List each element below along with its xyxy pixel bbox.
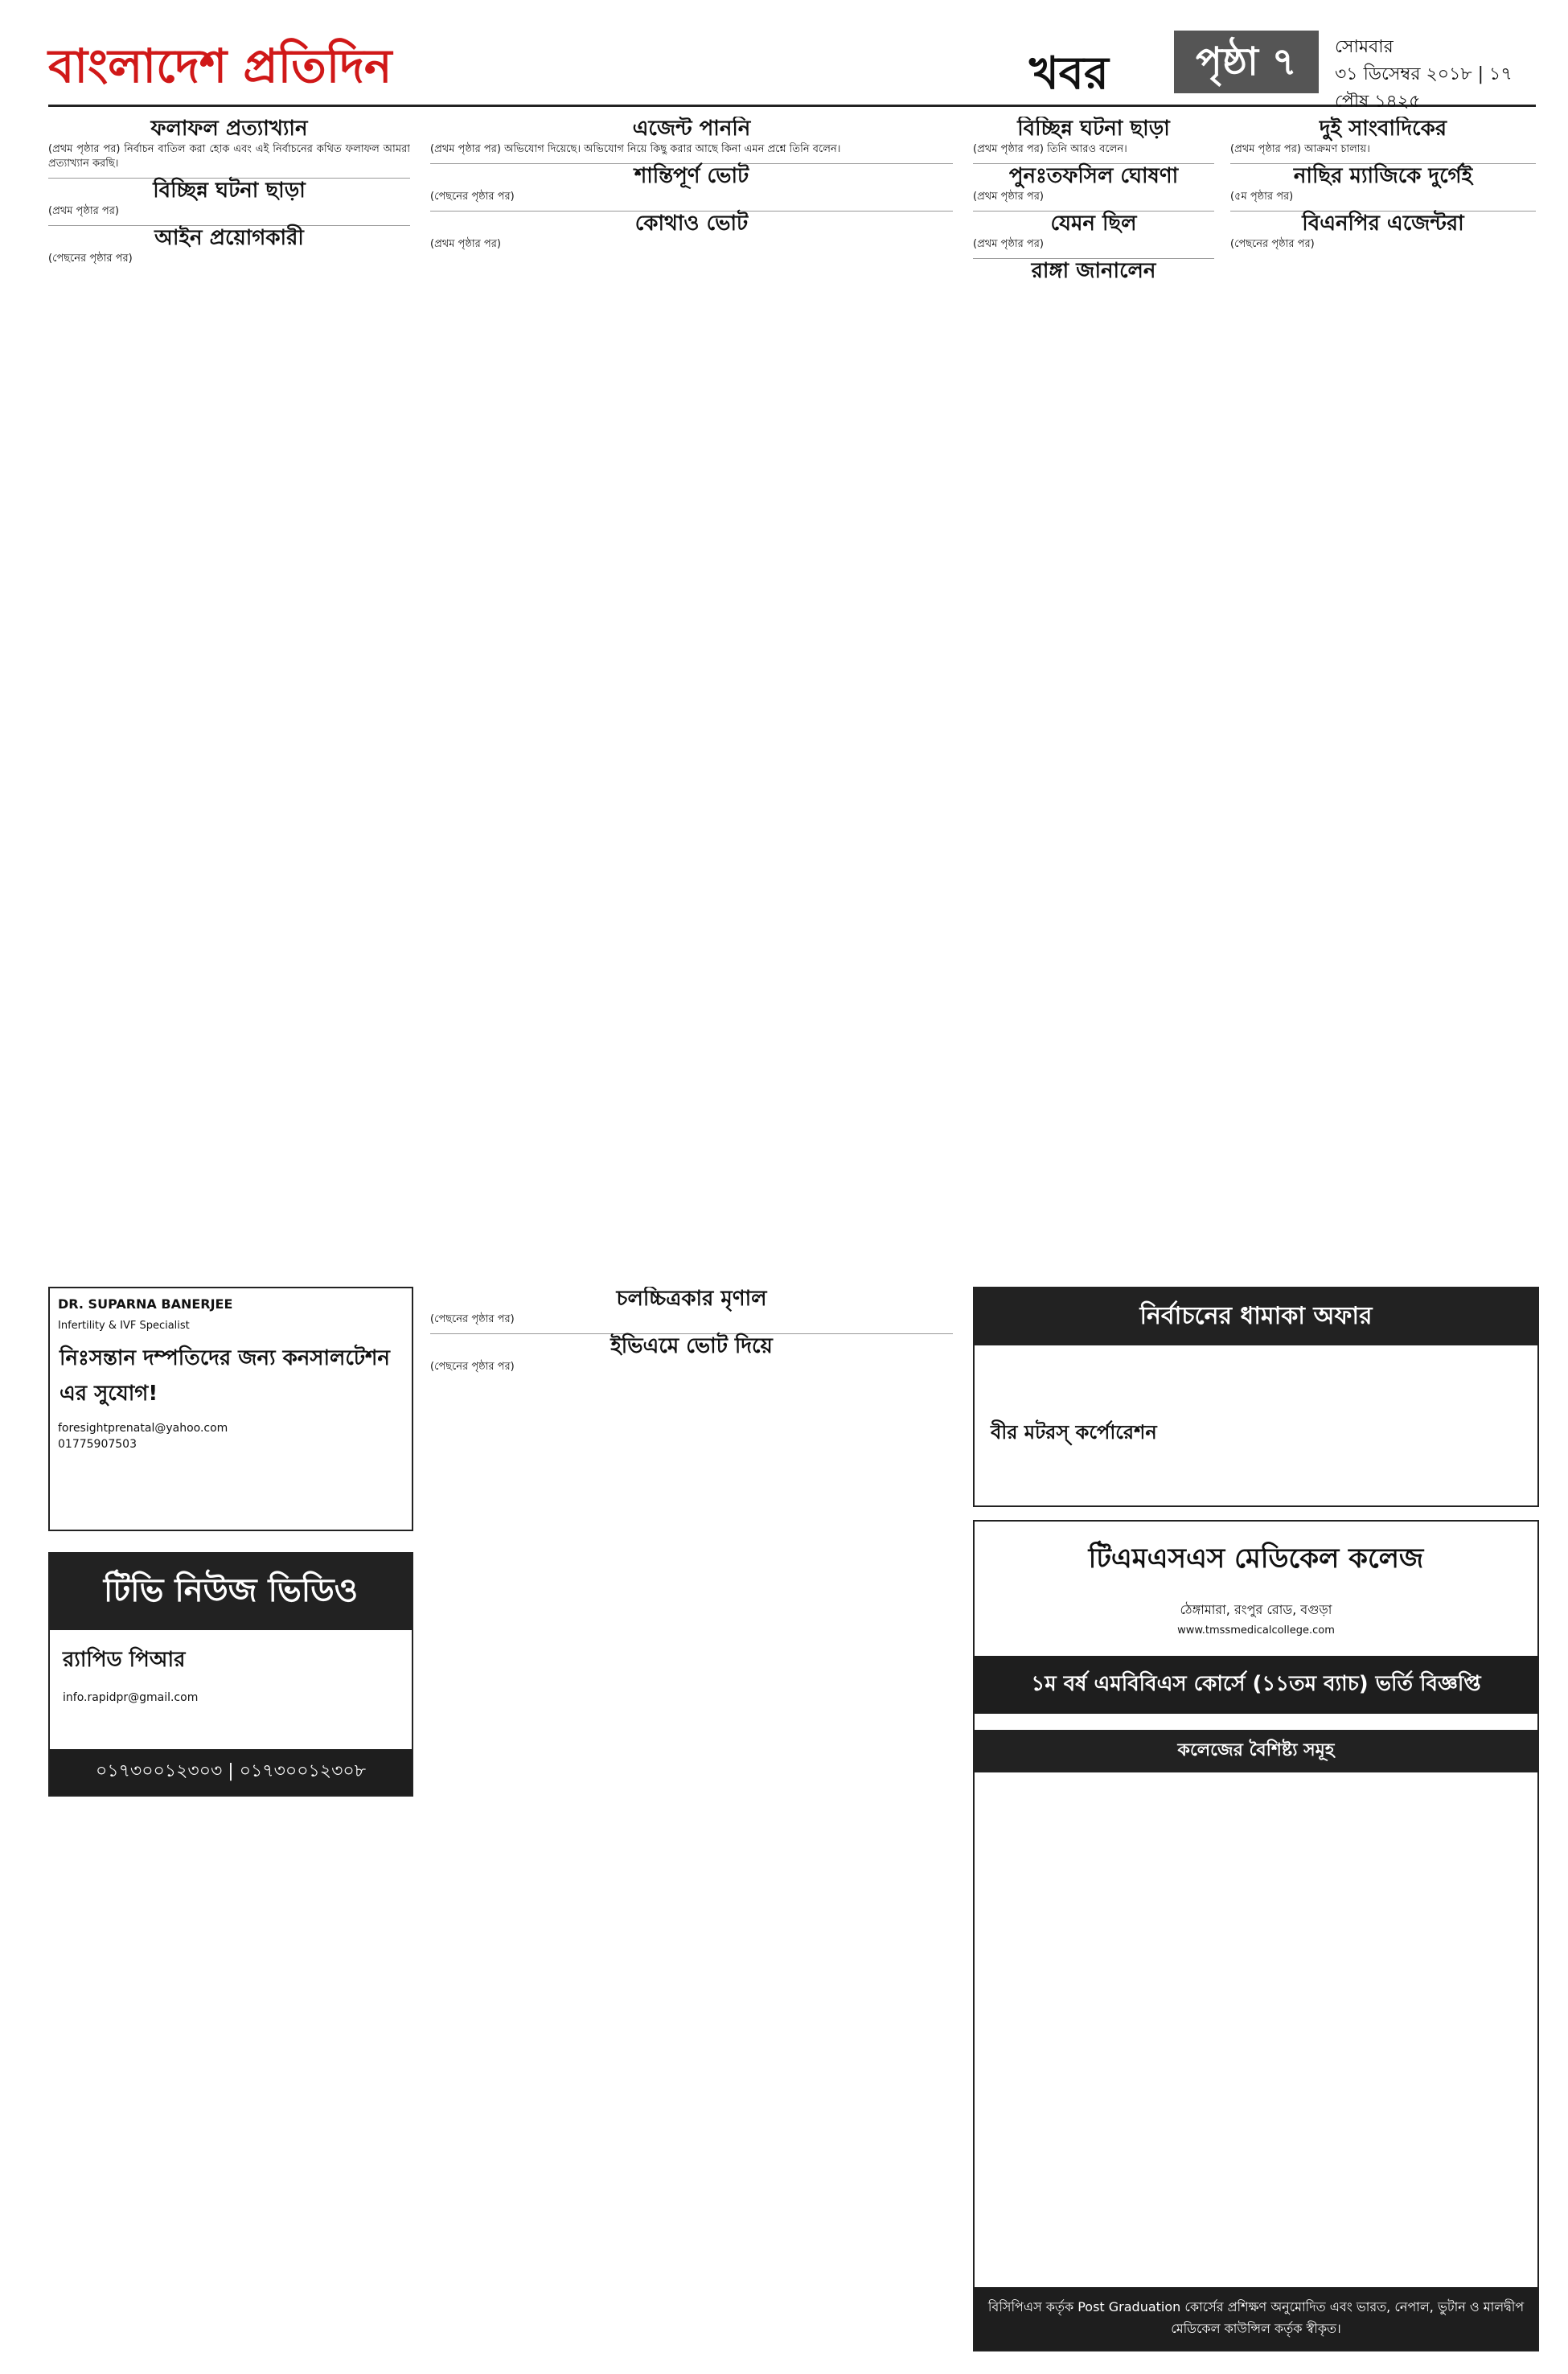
article-title: ইভিএমে ভোট দিয়ে (610, 1334, 773, 1358)
article-lead: (পেছনের পৃষ্ঠার পর) (430, 191, 515, 203)
company-name: বীর মটরস্ কর্পোরেশন (991, 1421, 1157, 1444)
admission-headline: ১ম বর্ষ এমবিবিএস কোর্সে (১১তম ব্যাচ) ভর্তি বিজ্ঞপ্তি (975, 1656, 1537, 1714)
article-title: চলচ্চিত্রকার মৃণাল (616, 1287, 767, 1311)
phone: 01775907503 (58, 1438, 137, 1451)
fertility-ad (48, 1287, 413, 1531)
bike-offer-ad (973, 1287, 1539, 1507)
date-line: ৩১ ডিসেম্বর ২০১৮ | ১৭ পৌষ ১৪২৫ (1335, 64, 1513, 112)
medical-college-ad (973, 1520, 1539, 2351)
article-title: শান্তিপূর্ণ ভোট (634, 164, 749, 188)
article-lead: (পেছনের পৃষ্ঠার পর) (430, 1313, 515, 1325)
specialty: Infertility & IVF Specialist (58, 1320, 190, 1332)
article-lead: (প্রথম পৃষ্ঠার পর) (48, 205, 119, 217)
article-title: দুই সাংবাদিকের (1319, 117, 1447, 141)
article-title: এজেন্ট পাননি (632, 117, 751, 141)
article-column-2 (430, 117, 953, 1267)
ad-title: টিভি নিউজ ভিডিও (50, 1554, 412, 1630)
article-lead: (প্রথম পৃষ্ঠার পর) অভিযোগ দিয়েছে। অভিযোগ নিয়ে কিছু করার আছে কিনা এমন প্রশ্নে তিনি বলেন। (430, 143, 841, 155)
article-lead: (প্রথম পৃষ্ঠার পর) নির্বাচন বাতিল করা হোক এবং এই নির্বাচনের কথিত ফলাফল আমরা প্রত্যাখ্যান করছি। (48, 143, 410, 170)
website: www.tmssmedicalcollege.com (1177, 1624, 1335, 1637)
article-column-1 (48, 117, 410, 1267)
features-title: কলেজের বৈশিষ্ট্য সমূহ (975, 1730, 1537, 1772)
article-title: যেমন ছিল (1050, 212, 1137, 236)
email: info.rapidpr@gmail.com (63, 1691, 199, 1704)
article-title: রাঙ্গা জানালেন (1031, 259, 1156, 283)
article-column-4 (1230, 117, 1536, 1267)
article-lead: (৫ম পৃষ্ঠার পর) (1230, 191, 1294, 203)
article-lead: (পেছনের পৃষ্ঠার পর) (48, 253, 133, 265)
article-title: পুনঃতফসিল ঘোষণা (1008, 164, 1179, 188)
tv-news-ad (48, 1552, 413, 1797)
article-column-3 (973, 117, 1214, 1267)
article-column-lower (430, 1287, 953, 2348)
ad-headline: নিঃসন্তান দম্পতিদের জন্য কনসালটেশন এর সুযোগ! (60, 1346, 390, 1406)
article-title: নাছির ম্যাজিকে দুর্গেই (1293, 164, 1473, 188)
college-address: ঠেঙ্গামারা, রংপুর রোড, বগুড়া (1180, 1602, 1332, 1617)
article-lead: (পেছনের পৃষ্ঠার পর) (430, 1361, 515, 1373)
weekday: সোমবার (1335, 37, 1394, 57)
article-title: ফলাফল প্রত্যাখ্যান (150, 117, 308, 141)
page-number: পৃষ্ঠা ৭ (1174, 31, 1319, 93)
article-title: বিএনপির এজেন্টরা (1302, 212, 1464, 236)
doctor-name: DR. SUPARNA BANERJEE (58, 1296, 233, 1312)
article-lead: (প্রথম পৃষ্ঠার পর) (973, 191, 1044, 203)
article-title: কোথাও ভোট (634, 212, 749, 236)
newspaper-logo: বাংলাদেশ প্রতিদিন (48, 39, 392, 93)
college-name: টিএমএসএস মেডিকেল কলেজ (1088, 1542, 1424, 1575)
article-lead: (প্রথম পৃষ্ঠার পর) আক্রমণ চালায়। (1230, 143, 1370, 155)
article-lead: (প্রথম পৃষ্ঠার পর) (430, 238, 501, 250)
masthead (48, 16, 1536, 112)
article-title: আইন প্রয়োগকারী (154, 226, 304, 250)
date-info (1335, 34, 1536, 116)
email: foresightprenatal@yahoo.com (58, 1422, 228, 1435)
section-title: খবর (1029, 47, 1109, 100)
article-title: বিচ্ছিন্ন ঘটনা ছাড়া (1017, 117, 1170, 141)
article-lead: (পেছনের পৃষ্ঠার পর) (1230, 238, 1315, 250)
article-lead: (প্রথম পৃষ্ঠার পর) (973, 238, 1044, 250)
company-name: র‍্যাপিড পিআর (63, 1648, 186, 1672)
ad-title: নির্বাচনের ধামাকা অফার (975, 1288, 1537, 1345)
ad-footer: বিসিপিএস কর্তৃক Post Graduation কোর্সের প্রশিক্ষণ অনুমোদিত এবং ভারত, নেপাল, ভুটান ও মালদ্বীপ মেডিকেল কাউন্সিল কর্তৃক স্বীকৃত। (975, 2287, 1537, 2350)
phone-numbers: ০১৭৩০০১২৩০৩ | ০১৭৩০০১২৩০৮ (50, 1749, 412, 1795)
article-lead: (প্রথম পৃষ্ঠার পর) তিনি আরও বলেন। (973, 143, 1127, 155)
article-title: বিচ্ছিন্ন ঘটনা ছাড়া (153, 179, 306, 203)
